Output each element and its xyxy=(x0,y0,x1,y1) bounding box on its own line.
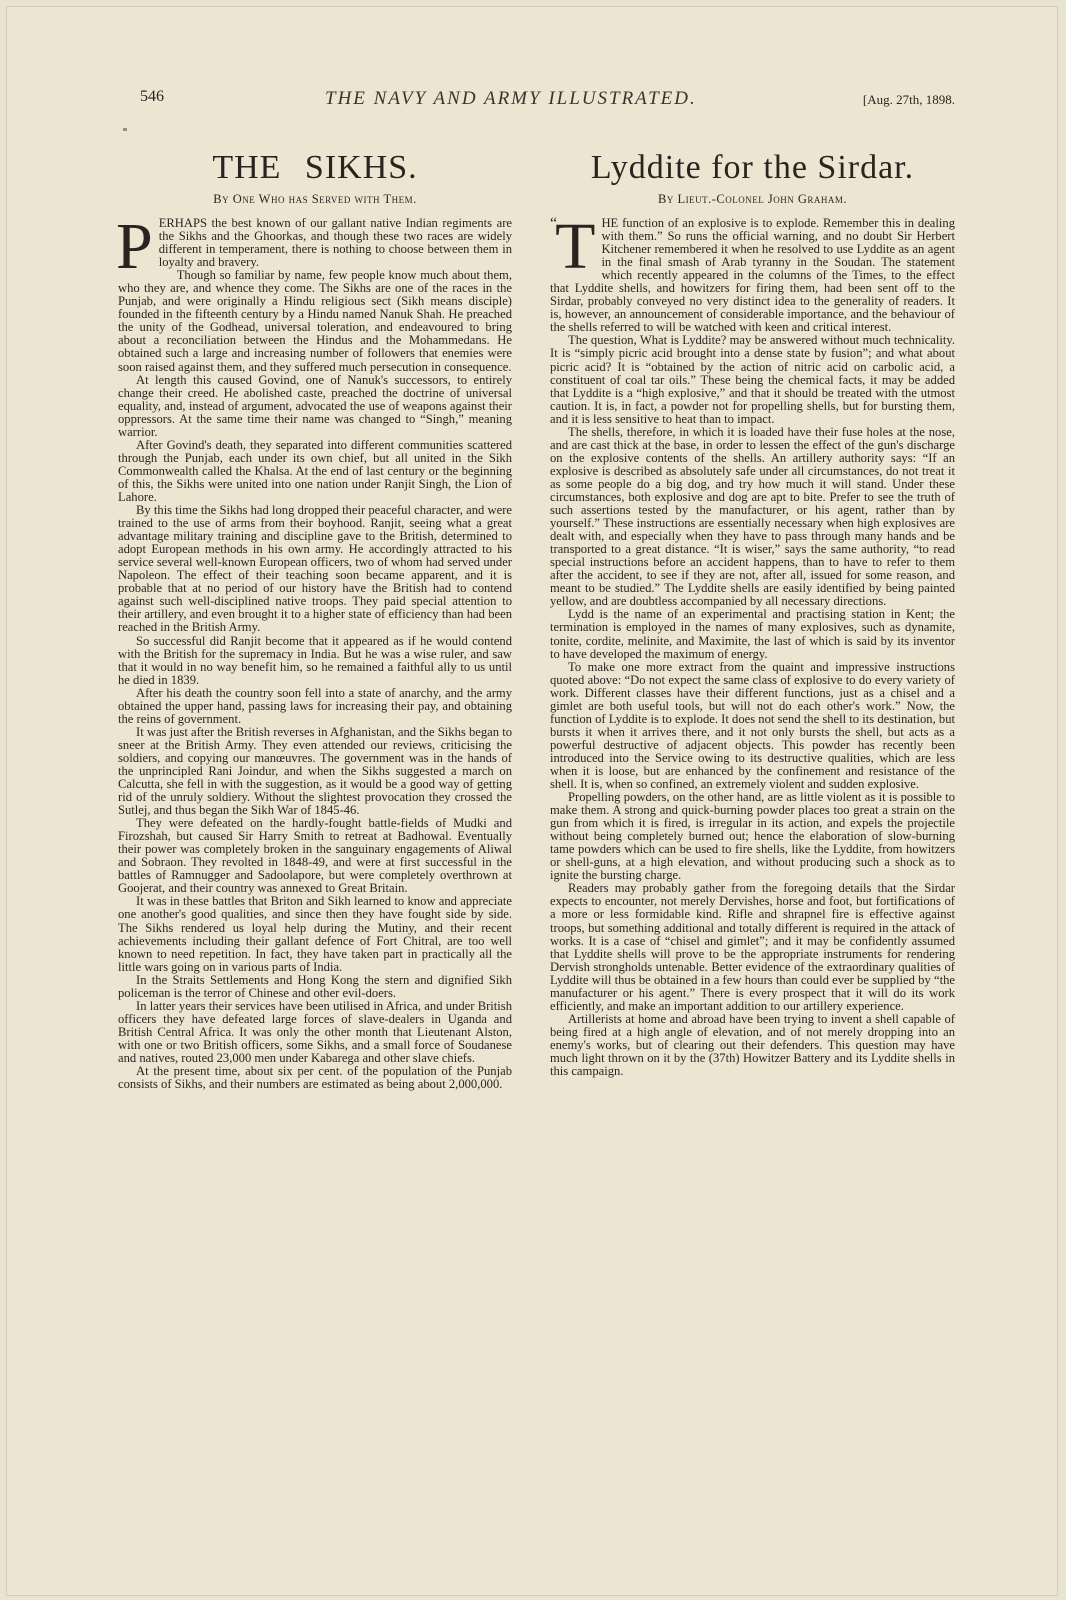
paragraph: After his death the country soon fell into a state of anarchy, and the army obtained the upper hand, passing laws for increasing their pay, and obtaining the reins of government. xyxy=(118,685,512,726)
paragraph: In latter years their services have been utilised in Africa, and under British officers they have defeated large forces of slave-dealers in Uganda and British Central Africa. It was only the other month that Lieutenant Alston, with one or two British officers, some Sikhs, and a small force of Soudanese and natives, routed 23,000 men under Kabarega and other slave chiefs. xyxy=(118,998,512,1065)
article-title: Lyddite for the Sirdar. xyxy=(590,149,915,186)
issue-date: [Aug. 27th, 1898. xyxy=(862,92,955,107)
paragraph: The question, What is Lyddite? may be answered without much technicality. It is “simply picric acid brought into a dense state by fusion”; and what about picric acid? It is “obtained by the action of nitric acid on carbolic acid, a constituent of coal tar oils.” These being the chemical facts, it may be added that Lyddite is a “high explosive,” and that it should be treated with the utmost caution. It is, in fact, a powder not for propelling shells, but for bursting them, and it is less sensitive to heat than to impact. xyxy=(550,333,955,426)
paragraph: At length this caused Govind, one of Nanuk's successors, to entirely change their creed. He abolished caste, preached the doctrine of universal equality, and, instead of argument, advocated the use of weapons against their oppressors. At the same time their name was changed to “Singh,” meaning warrior. xyxy=(118,372,512,439)
article-body xyxy=(550,210,955,1079)
drop-cap: P xyxy=(116,210,153,283)
article-byline: By One Who has Served with Them. xyxy=(213,192,417,206)
article-body xyxy=(116,210,512,1092)
publication-title: THE NAVY AND ARMY ILLUSTRATED. xyxy=(325,88,697,109)
paragraph: ERHAPS the best known of our gallant native Indian regiments are the Sikhs and the Ghoorkas, and though these two races are widely different in temperament, there is nothing to choose between them in loyalty and bravery. xyxy=(158,216,512,270)
running-header xyxy=(140,88,955,112)
paragraph: Propelling powders, on the other hand, are as little violent as it is possible to make them. A strong and quick-burning powder places too great a strain on the gun from which it is fired, is irregular in its action, and expels the projectile without being completely burned out; hence the elaboration of slow-burning tame powders which can be used to fire shells, like the Lyddite, from howitzers or shell-guns, at a high elevation, and without producing such a shock as to ignite the bursting charge. xyxy=(550,790,955,883)
paragraph: They were defeated on the hardly-fought battle-fields of Mudki and Firozshah, but caused Sir Harry Smith to retreat at Badhowal. Eventually their power was completely broken in the sanguinary engagements of Aliwal and Sobraon. They revolted in 1848-49, and were at first successful in the battles of Ramnugger and Sadoolapore, but were completely overthrown at Goojerat, and their country was annexed to Great Britain. xyxy=(118,816,512,896)
paragraph: It was in these battles that Briton and Sikh learned to know and appreciate one another's good qualities, and since then they have fought side by side. The Sikhs rendered us loyal help during the Mutiny, and their recent achievements including their gallant defence of Fort Chitral, are too well known to need repetition. In fact, they have taken part in practically all the little wars going on in various parts of India. xyxy=(118,894,512,974)
article-title: THE SIKHS. xyxy=(212,149,418,186)
paragraph: At the present time, about six per cent. of the population of the Punjab consists of Sikhs, and their numbers are estimated as being about 2,000,000. xyxy=(118,1064,512,1092)
ink-speck xyxy=(123,128,127,131)
paragraph: HE function of an explosive is to explode. Remember this in dealing with them.” So runs the official warning, and no doubt Sir Herbert Kitchener remembered it when he resolved to use Lyddite as an agent in the final smash of Arab tyranny in the Soudan. The statement which recently appeared in the columns of the Times, to the effect that Lyddite shells, and howitzers for firing them, had been sent off to the Sirdar, probably conveyed no very distinct idea to the generality of readers. It is, however, an announcement of considerable importance, and the behaviour of the shells referred to will be watched with keen and critical interest. xyxy=(550,216,955,335)
paragraph: It was just after the British reverses in Afghanistan, and the Sikhs began to sneer at the British Army. They even attended our reviews, criticising the soldiers, and copying our manœuvres. The government was in the hands of the unprincipled Rani Joindur, and when the Sikhs suggested a march on Calcutta, she fell in with the suggestion, as it would be a good way of getting rid of the unruly soldiery. Without the slightest provocation they crossed the Sutlej, and thus began the Sikh War of 1845-46. xyxy=(118,724,512,818)
paragraph: In the Straits Settlements and Hong Kong the stern and dignified Sikh policeman is the terror of Chinese and other evil-doers. xyxy=(118,972,512,1000)
paragraph: So successful did Ranjit become that it appeared as if he would contend with the British for the supremacy in India. But he was a wise ruler, and saw that it would in no way benefit him, so he remained a faithful ally to us until he died in 1839. xyxy=(118,633,512,687)
paragraph: Artillerists at home and abroad have been trying to invent a shell capable of being fired at a high angle of elevation, and of not merely dropping into an enemy's works, but of clearing out their defenders. This question may have much light thrown on it by the (37th) Howitzer Battery and its Lyddite shells in this campaign. xyxy=(550,1011,955,1079)
paragraph: Though so familiar by name, few people know much about them, who they are, and whence they come. The Sikhs are one of the races in the Punjab, and were originally a Hindu religious sect (Sikh means disciple) founded in the fifteenth century by a Hindu named Nanuk Shah. He preached the unity of the Godhead, universal toleration, and endeavoured to bring about a reconciliation between the Hindus and the Mohammedans. He obtained such a large and increasing number of followers that enemies were soon raised against them, and they suffered much persecution in consequence. xyxy=(118,268,512,374)
article-byline: By Lieut.-Colonel John Graham. xyxy=(658,192,847,206)
paragraph: After Govind's death, they separated into different communities scattered through the Punjab, each under its own chief, but all united in the Sikh Commonwealth called the Khalsa. At the end of last century or the beginning of this, the Sikhs were united into one nation under Ranjit Singh, the Lion of Lahore. xyxy=(118,437,512,504)
open-quote: “ xyxy=(550,215,558,232)
paragraph: The shells, therefore, in which it is loaded have their fuse holes at the nose, and are cast thick at the base, in order to lessen the effect of the gun's discharge on the explosive contents of the shells. An artillery authority says: “If an explosive is described as absolutely safe under all circumstances, do not treat it as some people do a big dog, and try how much it will stand. Under these circumstances, both explosive and dog are apt to bite. Prefer to see the truth of such assertions tested by the manufacturer, or his agent, rather than by yourself.” These instructions are essentially necessary when high explosives are dealt with, and especially when they have to pass through many hands and be transported to a great distance. “It is wiser,” says the same authority, “to read special instructions before an accident happens, than to have to refer to them after the accident, to see if they are not, after all, issued for some reason, and meant to be studied.” The Lyddite shells are easily identified by being painted yellow, and are doubtless accompanied by all necessary directions. xyxy=(550,424,955,609)
drop-cap: T xyxy=(555,210,596,283)
page-number: 546 xyxy=(140,88,164,105)
article-sikhs xyxy=(118,148,512,1091)
paragraph: Readers may probably gather from the foregoing details that the Sirdar expects to encounter, not merely Dervishes, horse and foot, but fortifications of a more or less formidable kind. Rifle and shrapnel fire is effective against troops, but something additional and totally different is required in the attack of works. It is a case of “chisel and gimlet”; and it may be confidently assumed that Lyddite shells will prove to be the appropriate instruments for rendering Dervish strongholds untenable. Better evidence of the extraordinary qualities of Lyddite will thus be obtained in a few hours than could ever be supplied by “the manufacturer or his agent.” There is every prospect that it will do its work efficiently, and make an important addition to our artillery experience. xyxy=(550,881,955,1013)
paragraph: To make one more extract from the quaint and impressive instructions quoted above: “Do not expect the same class of explosive to do every variety of work. Different classes have their different functions, just as a chisel and a gimlet are both useful tools, but will not do each other's work.” Now, the function of Lyddite is to explode. It does not send the shell to its destination, but bursts it when it arrives there, and it not only bursts the shell, but acts as a powerful destructive of adjacent objects. This powder has recently been introduced into the Service owing to its destructive qualities, which are less when it is loose, but are enhanced by the confinement and resistance of the shell. It is, when so confined, an extremely violent and sudden explosive. xyxy=(550,659,955,792)
article-lyddite xyxy=(550,148,955,1078)
paragraph: By this time the Sikhs had long dropped their peaceful character, and were trained to the use of arms from their boyhood. Ranjit, seeing what a great advantage military training and discipline gave to the British, determined to adopt European methods in his own army. He accordingly attracted to his service several well-known European officers, two of whom had served under Napoleon. The effect of their teaching soon became apparent, and it is probable that at no period of our history have the British had to contend against such well-disciplined native troops. They paid special attention to their artillery, and even brought it to a higher state of efficiency than had been reached in the British Army. xyxy=(118,503,512,635)
paragraph: Lydd is the name of an experimental and practising station in Kent; the termination is employed in the names of many explosives, such as dynamite, tonite, cordite, melinite, and Maximite, the last of which is said by its inventor to have developed the maximum of energy. xyxy=(550,607,955,661)
